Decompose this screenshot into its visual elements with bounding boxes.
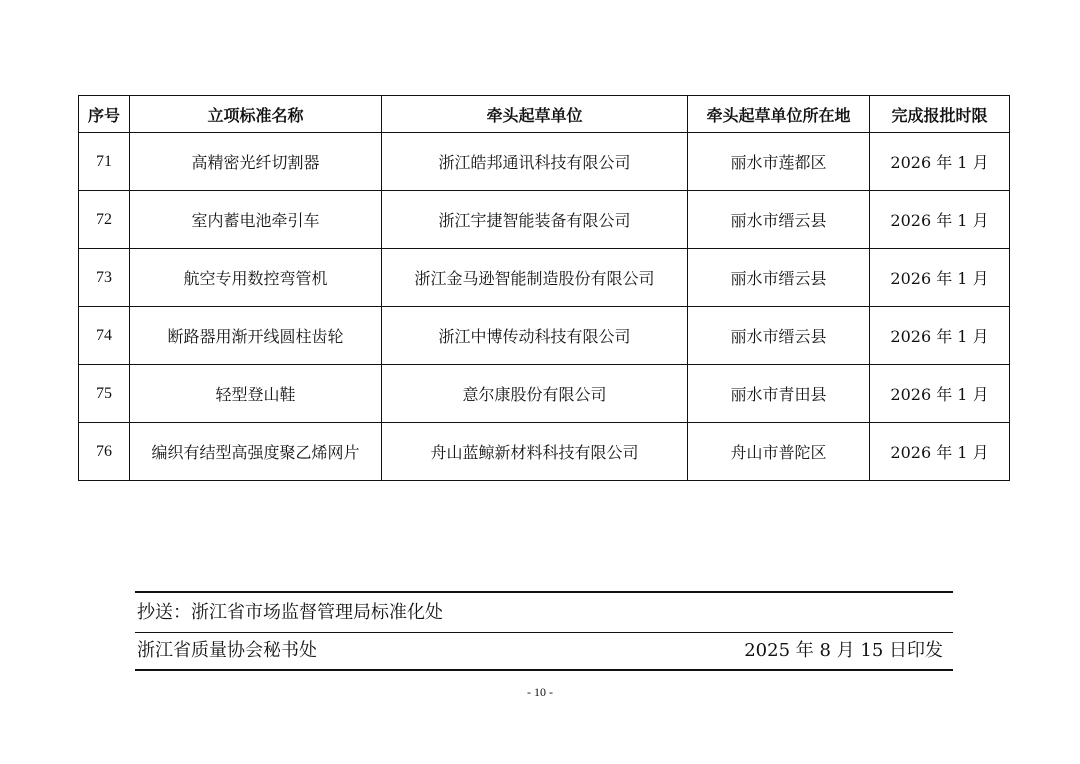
cell-location: 丽水市缙云县 [688, 249, 870, 307]
cell-location: 丽水市青田县 [688, 365, 870, 423]
header-lead-unit: 牵头起草单位 [382, 96, 688, 133]
cell-location: 舟山市普陀区 [688, 423, 870, 481]
cell-deadline: 2026 年 1 月 [870, 249, 1010, 307]
cell-lead-unit: 浙江皓邦通讯科技有限公司 [382, 133, 688, 191]
cell-lead-unit: 舟山蓝鲸新材料科技有限公司 [382, 423, 688, 481]
table-header-row [79, 96, 1010, 133]
document-footer [135, 591, 953, 671]
table-row [79, 133, 1010, 191]
cell-standard-name: 高精密光纤切割器 [130, 133, 382, 191]
header-serial-no: 序号 [79, 96, 130, 133]
table-row [79, 307, 1010, 365]
cell-deadline: 2026 年 1 月 [870, 133, 1010, 191]
cell-serial-no: 73 [79, 249, 130, 307]
table-row [79, 365, 1010, 423]
header-deadline: 完成报批时限 [870, 96, 1010, 133]
cell-standard-name: 断路器用渐开线圆柱齿轮 [130, 307, 382, 365]
cell-location: 丽水市莲都区 [688, 133, 870, 191]
table-row [79, 191, 1010, 249]
cell-deadline: 2026 年 1 月 [870, 365, 1010, 423]
footer-bottom-rule [135, 669, 953, 671]
cell-location: 丽水市缙云县 [688, 307, 870, 365]
cell-serial-no: 71 [79, 133, 130, 191]
cell-standard-name: 轻型登山鞋 [130, 365, 382, 423]
standards-table [78, 95, 1010, 481]
cell-standard-name: 编织有结型高强度聚乙烯网片 [130, 423, 382, 481]
table-row [79, 423, 1010, 481]
cell-deadline: 2026 年 1 月 [870, 423, 1010, 481]
cell-lead-unit: 浙江中博传动科技有限公司 [382, 307, 688, 365]
page-number: - 10 - [527, 685, 553, 699]
cell-lead-unit: 意尔康股份有限公司 [382, 365, 688, 423]
cell-location: 丽水市缙云县 [688, 191, 870, 249]
cell-serial-no: 76 [79, 423, 130, 481]
cell-serial-no: 72 [79, 191, 130, 249]
header-lead-unit-location: 牵头起草单位所在地 [688, 96, 870, 133]
issuer-name: 浙江省质量协会秘书处 [137, 640, 317, 661]
print-date: 2025 年 8 月 15 日印发 [744, 640, 943, 661]
cell-standard-name: 室内蓄电池牵引车 [130, 191, 382, 249]
cell-serial-no: 74 [79, 307, 130, 365]
header-standard-name: 立项标准名称 [130, 96, 382, 133]
cell-lead-unit: 浙江宇捷智能装备有限公司 [382, 191, 688, 249]
cell-deadline: 2026 年 1 月 [870, 307, 1010, 365]
table-row [79, 249, 1010, 307]
cell-lead-unit: 浙江金马逊智能制造股份有限公司 [382, 249, 688, 307]
cell-deadline: 2026 年 1 月 [870, 191, 1010, 249]
cc-recipients: 抄送：浙江省市场监督管理局标准化处 [137, 602, 443, 623]
issuer-line [135, 633, 953, 669]
cell-standard-name: 航空专用数控弯管机 [130, 249, 382, 307]
cell-serial-no: 75 [79, 365, 130, 423]
